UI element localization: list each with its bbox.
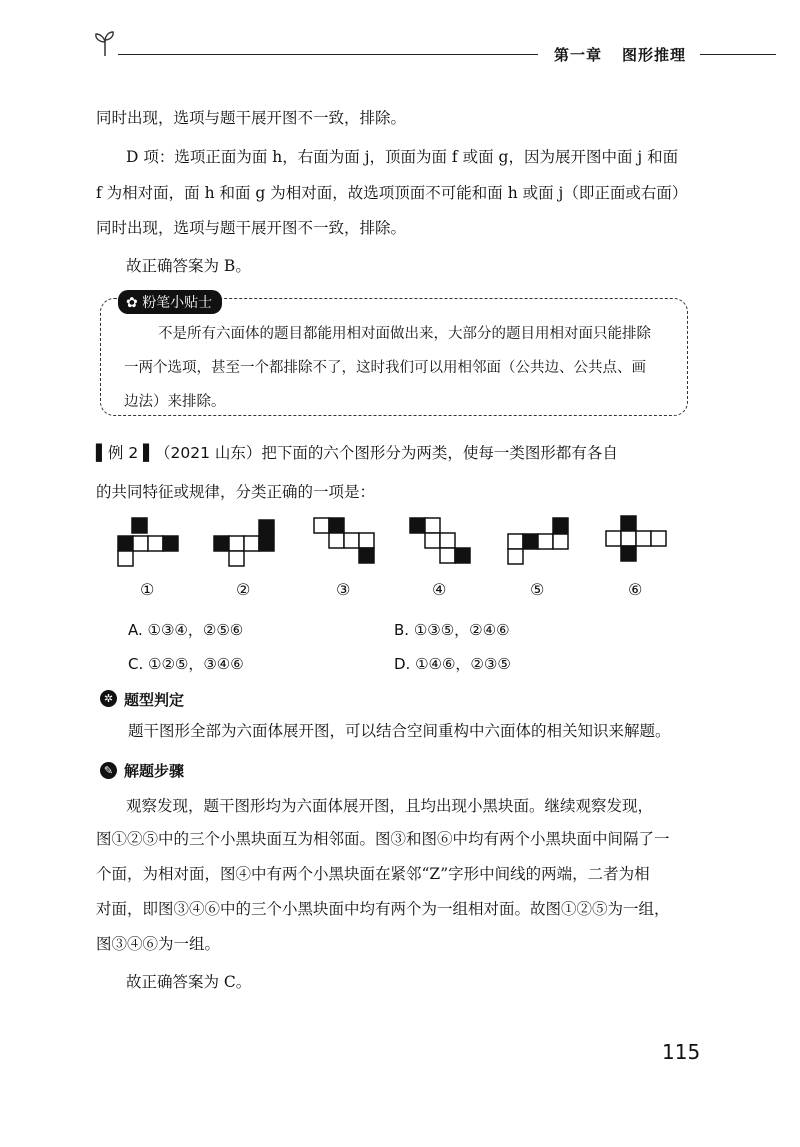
section-2-answer: 故正确答案为 C。 xyxy=(126,973,252,991)
header-title: 图形推理 xyxy=(622,46,687,64)
figure-4 xyxy=(408,514,474,570)
figure-number-6: ⑥ xyxy=(628,580,643,599)
section-2-line-5: 图③④⑥为一组。 xyxy=(96,935,221,953)
example-line-1: ▌例 2 ▌（2021 山东）把下面的六个图形分为两类，使每一类图形都有各自 xyxy=(96,444,618,462)
figure-number-4: ④ xyxy=(432,580,447,599)
tip-line-3: 边法）来排除。 xyxy=(124,394,226,410)
tip-label-text: 粉笔小贴士 xyxy=(142,295,213,311)
option-a: A. ①③④，②⑤⑥ xyxy=(128,621,244,639)
section-1-title: 题型判定 xyxy=(124,691,185,709)
section-2-title: 解题步骤 xyxy=(124,762,185,780)
page-number: 115 xyxy=(662,1040,701,1064)
figure-number-1: ① xyxy=(140,580,155,599)
figure-number-5: ⑤ xyxy=(530,580,545,599)
example-line-2: 的共同特征或规律，分类正确的一项是： xyxy=(96,483,376,501)
paragraph-5: 故正确答案为 B。 xyxy=(126,257,251,275)
paragraph-3: f 为相对面，面 h 和面 g 为相对面，故选项顶面不可能和面 h 或面 j（即正面或右面） xyxy=(96,184,688,202)
figure-1 xyxy=(116,516,182,570)
figure-6 xyxy=(604,512,670,570)
figure-number-2: ② xyxy=(236,580,251,599)
section-2-line-1: 观察发现，题干图形均为六面体展开图，且均出现小黑块面。继续观察发现， xyxy=(126,797,654,815)
sprout-icon xyxy=(90,28,120,58)
option-b: B. ①③⑤，②④⑥ xyxy=(394,621,510,639)
figure-3 xyxy=(312,514,378,570)
tip-line-2: 一两个选项，甚至一个都排除不了，这时我们可以用相邻面（公共边、公共点、画 xyxy=(124,360,646,376)
figure-2 xyxy=(212,516,278,570)
gear-icon: ✲ xyxy=(100,690,117,707)
sprout-icon: ✿ xyxy=(126,295,138,311)
figure-number-3: ③ xyxy=(336,580,351,599)
tip-label xyxy=(118,290,222,314)
section-2-line-3: 个面，为相对面，图④中有两个小黑块面在紧邻“Z”字形中间线的两端，二者为相 xyxy=(96,865,650,883)
section-2-line-4: 对面，即图③④⑥中的三个小黑块面中均有两个为一组相对面。故图①②⑤为一组， xyxy=(96,900,670,918)
paragraph-4: 同时出现，选项与题干展开图不一致，排除。 xyxy=(96,219,407,237)
option-c: C. ①②⑤，③④⑥ xyxy=(128,655,244,673)
header-chapter: 第一章 xyxy=(554,46,603,64)
pencil-icon: ✎ xyxy=(100,762,117,779)
header-rule-left xyxy=(118,54,538,55)
section-2-line-2: 图①②⑤中的三个小黑块面互为相邻面。图③和图⑥中均有两个小黑块面中间隔了一 xyxy=(96,830,670,848)
section-1-text: 题干图形全部为六面体展开图，可以结合空间重构中六面体的相关知识来解题。 xyxy=(128,722,671,740)
paragraph-1: 同时出现，选项与题干展开图不一致，排除。 xyxy=(96,109,407,127)
paragraph-2: D 项：选项正面为面 h，右面为面 j，顶面为面 f 或面 g，因为展开图中面 j 和面 xyxy=(126,148,679,166)
option-d: D. ①④⑥，②③⑤ xyxy=(394,655,511,673)
tip-line-1: 不是所有六面体的题目都能用相对面做出来，大部分的题目用相对面只能排除 xyxy=(158,326,651,342)
header-rule-right xyxy=(700,54,776,55)
figure-5 xyxy=(506,514,572,570)
